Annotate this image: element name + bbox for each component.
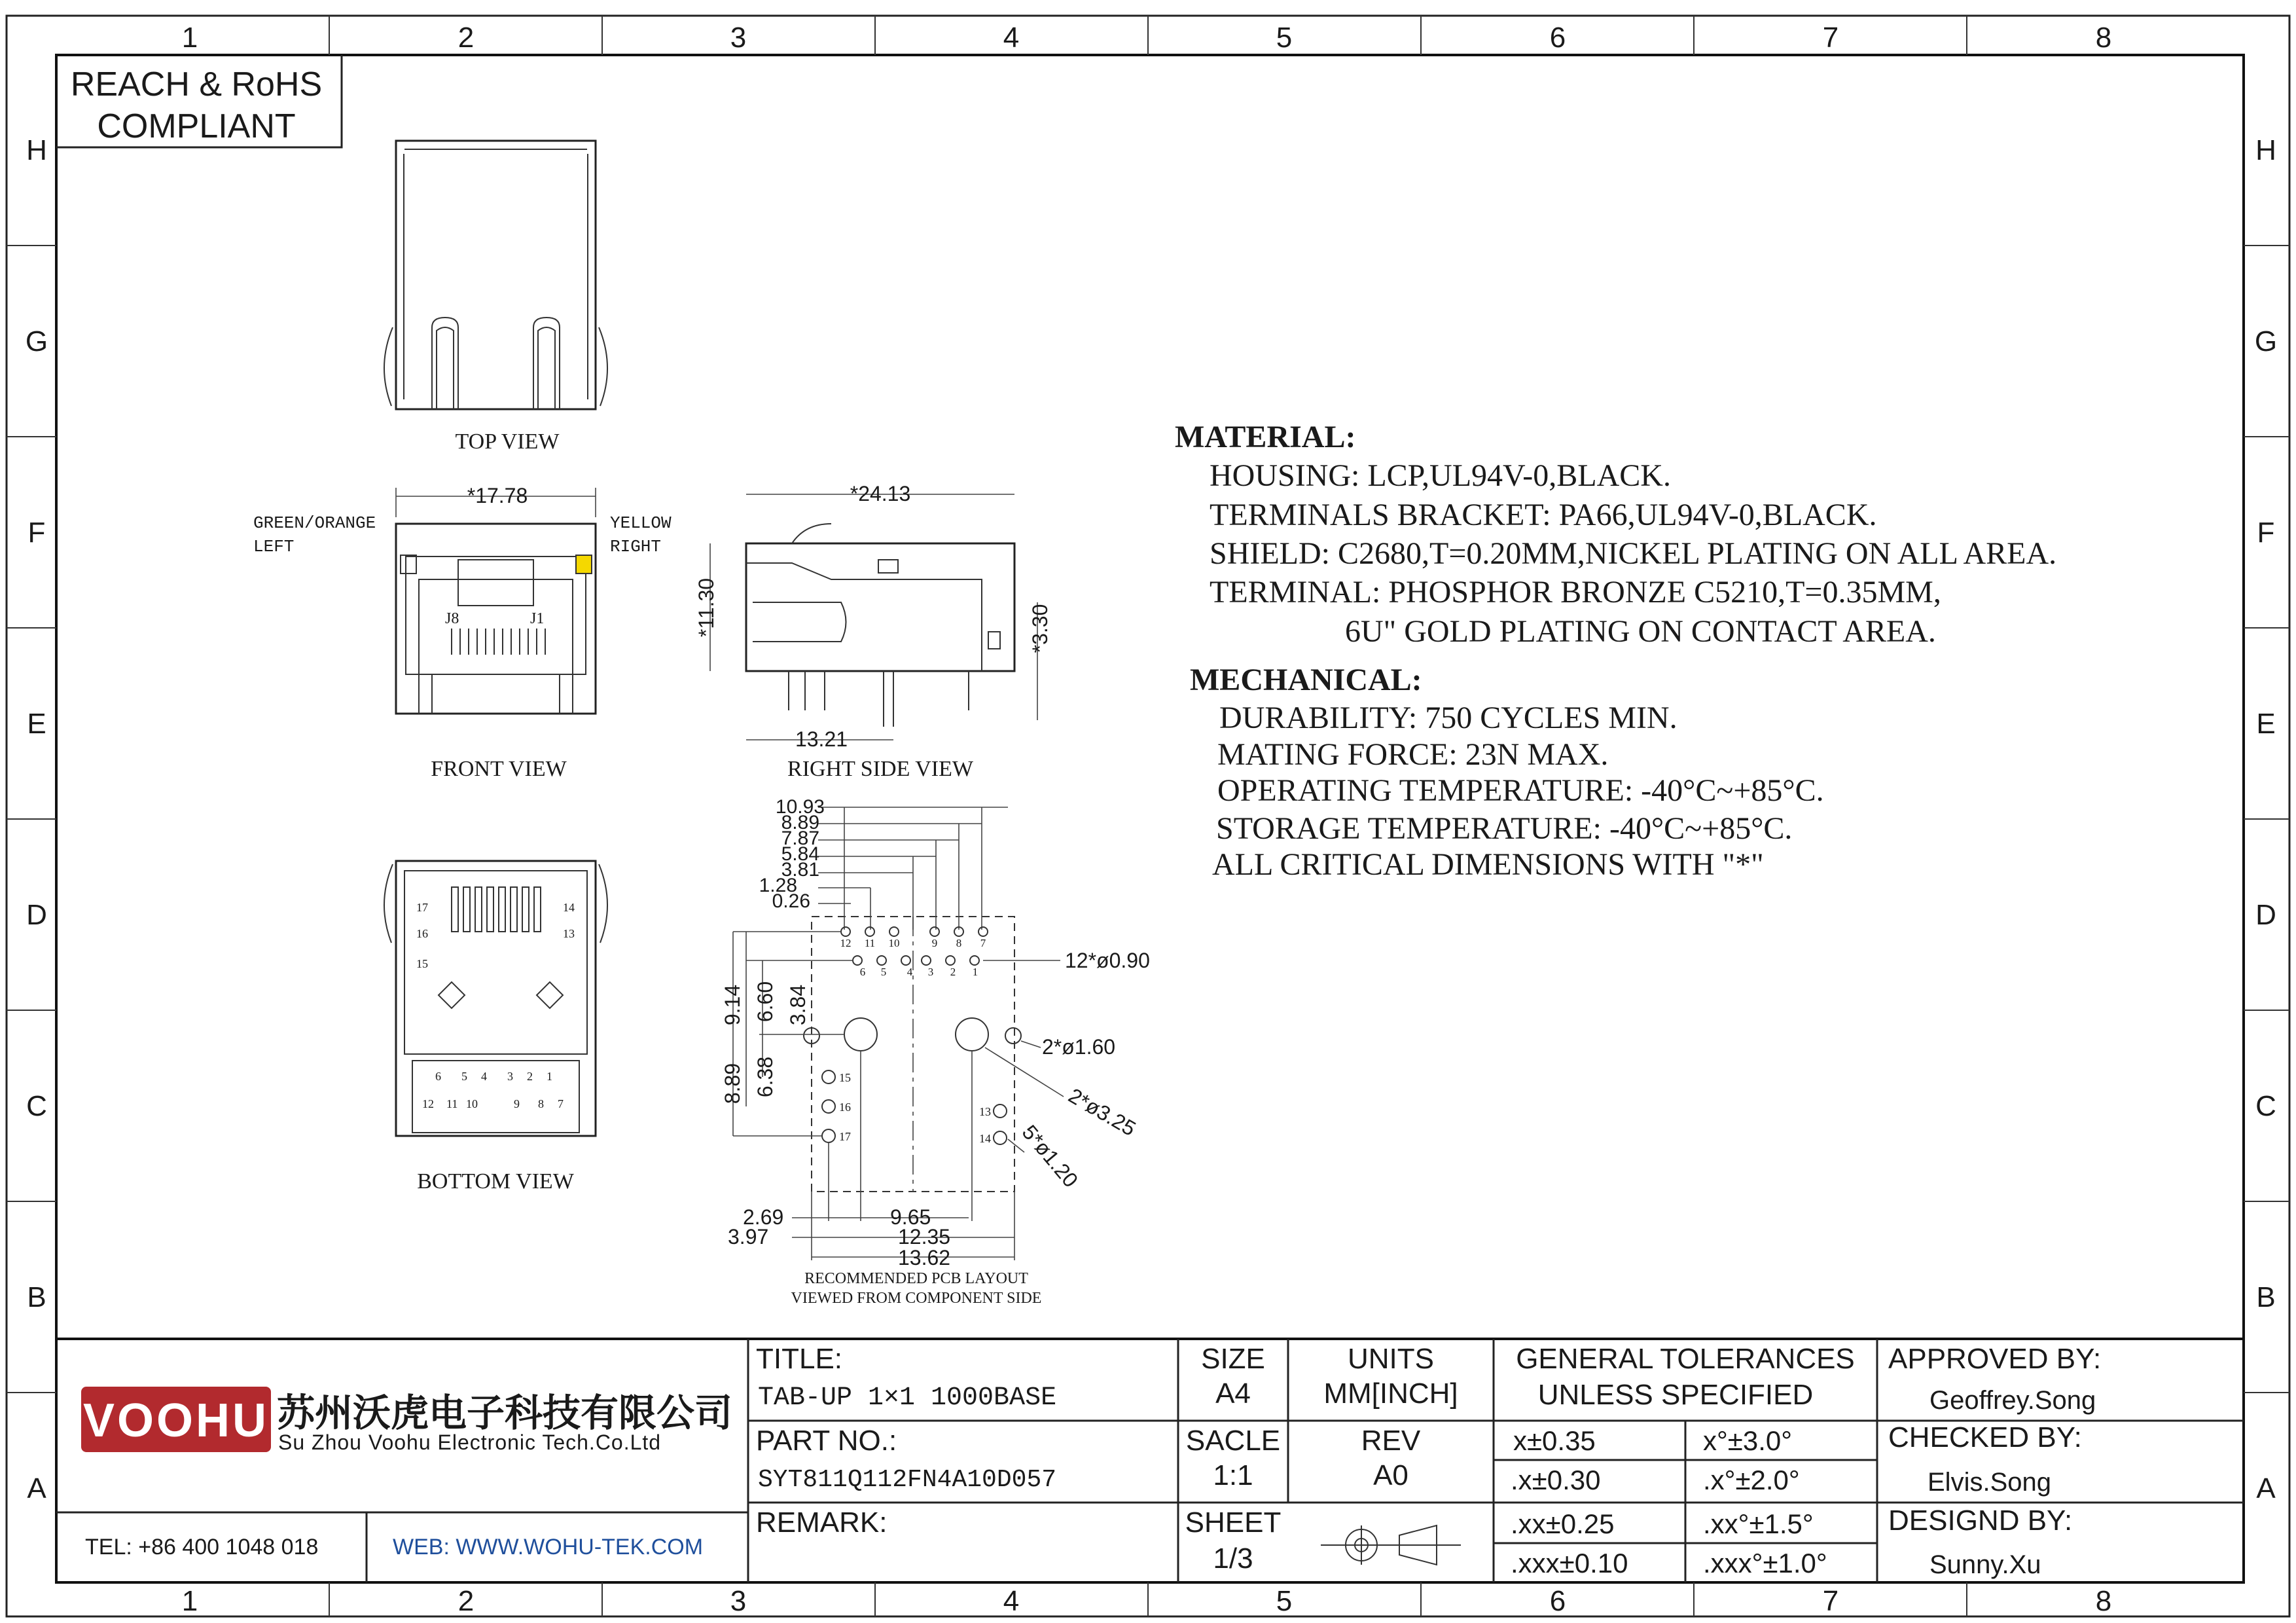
col-label-top: 7 <box>1822 22 1839 54</box>
led-right-label-2: RIGHT <box>610 537 662 556</box>
compliance-line-1: REACH & RoHS <box>70 65 323 103</box>
col-label-bottom: 6 <box>1549 1585 1566 1617</box>
bottom-pin-label: 13 <box>563 927 575 940</box>
pcb-top-dim: 10.93 <box>775 796 825 818</box>
row-label-left: D <box>26 899 47 931</box>
material-line: TERMINAL: PHOSPHOR BRONZE C5210,T=0.35MM, <box>1210 575 1941 610</box>
checked-value: Elvis.Song <box>1928 1468 2051 1497</box>
bottom-row-top: 5 <box>461 1070 467 1083</box>
pcb-side-hole-label: 13 <box>979 1105 991 1118</box>
mechanical-line: OPERATING TEMPERATURE: -40°C~+85°C. <box>1217 773 1824 808</box>
projection-symbol-icon <box>1321 1525 1461 1565</box>
tolerance-value: .xxx±0.10 <box>1511 1548 1628 1578</box>
tolerance-value: .xxx°±1.0° <box>1703 1548 1827 1578</box>
company-web[interactable]: WEB: WWW.WOHU-TEK.COM <box>393 1535 704 1559</box>
bottom-pin-label: 17 <box>416 901 428 914</box>
tolerance-value: .x±0.30 <box>1511 1465 1601 1495</box>
pcb-caption-2: VIEWED FROM COMPONENT SIDE <box>791 1290 1042 1307</box>
bottom-pin-label: 15 <box>416 957 428 970</box>
material-line: SHIELD: C2680,T=0.20MM,NICKEL PLATING ON ALL AREA. <box>1210 536 2057 571</box>
mechanical-heading: MECHANICAL: <box>1190 663 1422 697</box>
material-line: HOUSING: LCP,UL94V-0,BLACK. <box>1210 458 1671 493</box>
pcb-hole-label: 9 <box>931 937 938 949</box>
pcb-left-dim: 6.38 <box>753 1056 777 1098</box>
pcb-left-dim: 3.84 <box>786 984 810 1026</box>
col-label-bottom: 7 <box>1822 1585 1839 1617</box>
company-tel: TEL: +86 400 1048 018 <box>85 1535 319 1559</box>
pcb-left-dim: 9.14 <box>721 984 744 1026</box>
pcb-bottom-dim: 3.97 <box>728 1225 769 1249</box>
units-value: MM[INCH] <box>1323 1377 1458 1410</box>
col-label-top: 1 <box>181 22 198 54</box>
bottom-row-bottom: 9 <box>514 1097 520 1110</box>
units-label: UNITS <box>1348 1343 1434 1375</box>
pcb-hole-label: 11 <box>864 937 876 949</box>
pcb-hole-label: 3 <box>927 966 934 978</box>
size-label: SIZE <box>1201 1343 1265 1375</box>
pcb-left-dim: 8.89 <box>721 1063 744 1104</box>
col-label-top: 8 <box>2095 22 2112 54</box>
pcb-top-dim: 1.28 <box>759 875 797 896</box>
designed-value: Sunny.Xu <box>1929 1550 2041 1579</box>
pcb-bottom-dim: 13.62 <box>898 1246 951 1269</box>
part-no-value: SYT811Q112FN4A10D057 <box>758 1466 1057 1494</box>
tolerance-value: .xx°±1.5° <box>1703 1508 1814 1539</box>
row-label-right: H <box>2255 134 2276 166</box>
row-label-left: G <box>25 325 48 357</box>
col-label-top: 3 <box>730 22 747 54</box>
scale-label: SACLE <box>1185 1425 1281 1457</box>
pcb-hole-label: 5 <box>880 966 887 978</box>
bottom-row-bottom: 10 <box>466 1097 478 1110</box>
led-left-label-1: GREEN/ORANGE <box>253 513 376 533</box>
rev-label: REV <box>1361 1425 1421 1457</box>
title-block <box>56 1339 2244 1582</box>
company-name-en: Su Zhou Voohu Electronic Tech.Co.Ltd <box>278 1431 662 1454</box>
pcb-top-dim: 7.87 <box>781 828 819 849</box>
designed-label: DESIGND BY: <box>1888 1504 2073 1537</box>
col-label-bottom: 3 <box>730 1585 747 1617</box>
row-label-right: D <box>2255 899 2276 931</box>
row-label-right: F <box>2257 517 2275 549</box>
bottom-row-top: 4 <box>481 1070 487 1083</box>
material-notes <box>1175 420 2056 649</box>
pcb-side-hole-label: 16 <box>839 1101 851 1114</box>
col-label-top: 2 <box>457 22 475 54</box>
remark-label: REMARK: <box>756 1506 888 1539</box>
side-offset-dim: 13.21 <box>795 727 848 751</box>
front-view <box>253 484 672 781</box>
pcb-layout <box>721 796 1150 1307</box>
pcb-side-hole-label: 17 <box>839 1130 851 1143</box>
col-label-top: 6 <box>1549 22 1566 54</box>
col-label-top: 5 <box>1276 22 1293 54</box>
pcb-top-dim: 8.89 <box>781 812 819 833</box>
led-left-label-2: LEFT <box>253 537 295 556</box>
pcb-hole-label: 6 <box>859 966 866 978</box>
pcb-side-hole-label: 15 <box>839 1071 851 1084</box>
bottom-row-bottom: 7 <box>558 1097 564 1110</box>
bottom-row-bottom: 12 <box>422 1097 434 1110</box>
pcb-hole-label: 2 <box>950 966 956 978</box>
rev-value: A0 <box>1373 1459 1408 1491</box>
front-view-label: FRONT VIEW <box>431 757 567 781</box>
pcb-bottom-dim: 2.69 <box>743 1205 784 1229</box>
checked-label: CHECKED BY: <box>1888 1421 2082 1453</box>
col-label-bottom: 5 <box>1276 1585 1293 1617</box>
front-j1-label: J1 <box>530 610 545 627</box>
pcb-bottom-dim: 9.65 <box>890 1205 931 1229</box>
approved-value: Geoffrey.Song <box>1929 1386 2096 1415</box>
size-value: A4 <box>1215 1377 1251 1410</box>
row-label-right: A <box>2256 1472 2276 1504</box>
row-label-right: C <box>2255 1090 2276 1122</box>
row-label-left: B <box>27 1281 46 1313</box>
top-view-label: TOP VIEW <box>455 429 560 454</box>
col-label-top: 4 <box>1003 22 1020 54</box>
pcb-hole-label: 12 <box>840 937 852 949</box>
compliance-line-2: COMPLIANT <box>97 107 296 145</box>
mechanical-notes <box>1190 663 1824 882</box>
led-right-label-1: YELLOW <box>610 513 672 533</box>
voohu-logo-text: VOOHU <box>82 1395 270 1447</box>
row-label-left: H <box>26 134 47 166</box>
side-pin-dim: *3.30 <box>1028 604 1052 653</box>
pcb-holes-12: 12*ø0.90 <box>1065 949 1150 972</box>
pcb-side-hole-label: 14 <box>979 1132 991 1145</box>
material-heading: MATERIAL: <box>1175 420 1356 454</box>
tolerances-heading-1: GENERAL TOLERANCES <box>1516 1343 1855 1375</box>
material-line: TERMINALS BRACKET: PA66,UL94V-0,BLACK. <box>1210 498 1877 532</box>
tolerance-value: .xx±0.25 <box>1511 1508 1615 1539</box>
pcb-holes-2-325: 2*ø3.25 <box>1064 1083 1140 1141</box>
title-label: TITLE: <box>756 1343 843 1375</box>
bottom-pin-label: 16 <box>416 927 428 940</box>
tolerance-value: .x°±2.0° <box>1703 1465 1800 1495</box>
bottom-row-top: 2 <box>527 1070 533 1083</box>
pcb-top-dim: 0.26 <box>772 890 810 912</box>
bottom-view <box>384 861 607 1194</box>
pcb-hole-label: 4 <box>906 966 913 978</box>
col-label-bottom: 2 <box>457 1585 475 1617</box>
col-label-bottom: 8 <box>2095 1585 2112 1617</box>
sheet-value: 1/3 <box>1213 1542 1253 1575</box>
pcb-hole-label: 10 <box>888 937 900 949</box>
row-label-left: F <box>27 517 46 549</box>
pcb-top-dim: 3.81 <box>781 859 819 881</box>
mechanical-line: STORAGE TEMPERATURE: -40°C~+85°C. <box>1216 811 1793 846</box>
mechanical-line: ALL CRITICAL DIMENSIONS WITH "*" <box>1212 847 1764 882</box>
compliance-box <box>56 55 342 147</box>
led-yellow-indicator <box>576 555 592 574</box>
tolerance-value: x±0.35 <box>1513 1425 1596 1456</box>
scale-value: 1:1 <box>1213 1459 1253 1491</box>
bottom-row-bottom: 8 <box>538 1097 544 1110</box>
part-no-label: PART NO.: <box>756 1425 897 1457</box>
row-label-left: A <box>27 1472 46 1504</box>
col-label-bottom: 4 <box>1003 1585 1020 1617</box>
side-length-dim: *24.13 <box>850 482 911 505</box>
top-view <box>384 141 607 454</box>
pcb-hole-label: 7 <box>980 937 986 949</box>
bottom-row-bottom: 11 <box>446 1097 458 1110</box>
pcb-hole-label: 1 <box>972 966 978 978</box>
pcb-bottom-dim: 12.35 <box>898 1225 951 1249</box>
title-value: TAB-UP 1×1 1000BASE <box>758 1383 1057 1413</box>
row-label-left: E <box>27 708 46 740</box>
row-label-right: B <box>2256 1281 2276 1313</box>
right-side-view <box>694 482 1052 781</box>
side-height-dim: *11.30 <box>694 577 718 638</box>
mechanical-line: DURABILITY: 750 CYCLES MIN. <box>1219 701 1677 735</box>
tolerance-value: x°±3.0° <box>1703 1425 1793 1456</box>
approved-label: APPROVED BY: <box>1888 1343 2102 1375</box>
pcb-caption-1: RECOMMENDED PCB LAYOUT <box>804 1270 1028 1287</box>
border-frame <box>7 16 2289 1617</box>
sheet-label: SHEET <box>1185 1506 1282 1539</box>
pcb-holes-2-160: 2*ø1.60 <box>1042 1035 1116 1059</box>
row-label-left: C <box>26 1090 47 1122</box>
row-label-right: G <box>2254 325 2278 357</box>
pcb-hole-label: 8 <box>956 937 962 949</box>
bottom-row-top: 6 <box>435 1070 441 1083</box>
bottom-row-top: 3 <box>507 1070 513 1083</box>
col-label-bottom: 1 <box>181 1585 198 1617</box>
company-name-cn: 苏州沃虎电子科技有限公司 <box>277 1392 733 1434</box>
material-line: 6U" GOLD PLATING ON CONTACT AREA. <box>1345 614 1936 649</box>
bottom-pin-label: 14 <box>563 901 575 914</box>
right-side-view-label: RIGHT SIDE VIEW <box>787 757 973 781</box>
front-j8-label: J8 <box>445 610 459 627</box>
pcb-left-dim: 6.60 <box>753 981 777 1023</box>
tolerances-heading-2: UNLESS SPECIFIED <box>1537 1379 1814 1411</box>
mechanical-line: MATING FORCE: 23N MAX. <box>1217 737 1609 772</box>
pcb-top-dim: 5.84 <box>781 843 819 865</box>
pcb-holes-5-120: 5*ø1.20 <box>1017 1120 1083 1192</box>
row-label-right: E <box>2256 708 2276 740</box>
front-width-dim: *17.78 <box>467 484 528 507</box>
bottom-view-label: BOTTOM VIEW <box>417 1169 574 1194</box>
bottom-row-top: 1 <box>547 1070 552 1083</box>
